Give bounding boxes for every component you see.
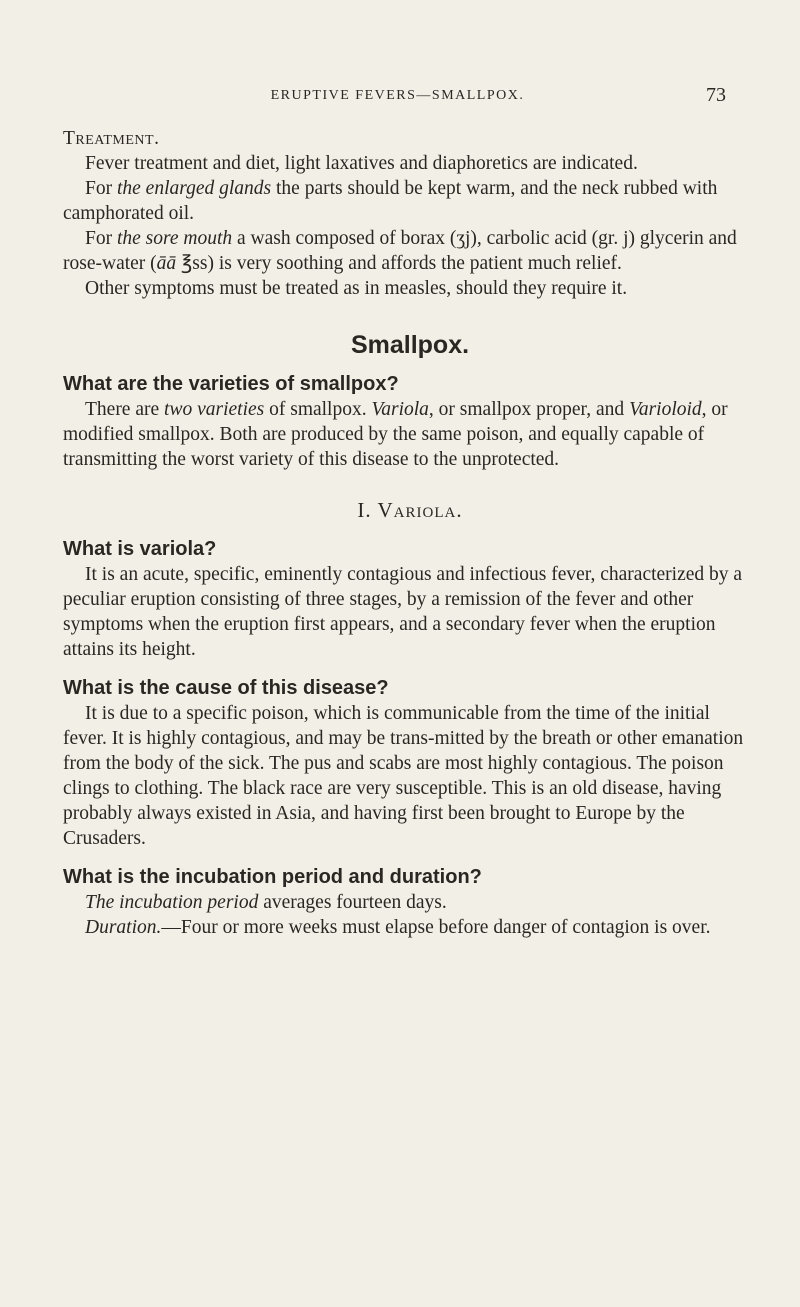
- question-heading: What is variola?: [63, 538, 217, 560]
- treatment-paragraph: Fever treatment and diet, light laxatives and diaphoretics are indicated.: [85, 153, 638, 174]
- page-number: 73: [706, 84, 726, 106]
- treatment-heading: Treatment.: [63, 128, 160, 149]
- question-heading: What is the incubation period and duration?: [63, 866, 482, 888]
- answer-paragraph: It is an acute, specific, eminently contagious and infectious fever, characterized by a peculiar eruption consisting of three stages, by a remission of the fever and other symptoms when the eruption first appears, and a secondary fever when the eruption attains its height.: [63, 564, 743, 660]
- answer-paragraph: Duration.—Four or more weeks must elapse before danger of contagion is over.: [85, 917, 711, 938]
- body-text: [63, 126, 757, 940]
- section-title: Smallpox.: [350, 331, 470, 359]
- question-heading: What are the varieties of smallpox?: [63, 373, 399, 395]
- treatment-paragraph: Other symptoms must be treated as in measles, should they require it.: [85, 278, 628, 299]
- subsection-heading: I. Variola.: [357, 498, 463, 522]
- answer-paragraph: The incubation period averages fourteen days.: [85, 892, 447, 913]
- answer-paragraph: It is due to a specific poison, which is communicable from the time of the initial fever. It is highly contagious, and may be trans-mitted by the breath or other emanation from the body of the sick. The pus and scabs are most highly contagious. The poison clings to clothing. The black race are very susceptible. This is an old disease, having probably always existed in Asia, and having first been brought to Europe by the Crusaders.: [63, 703, 744, 849]
- treatment-paragraph: For the sore mouth a wash composed of borax (ʒj), carbolic acid (gr. j) glycerin and rose-water (āā ℥ss) is very soothing and affords the patient much relief.: [63, 228, 737, 274]
- answer-paragraph: There are two varieties of smallpox. Variola, or smallpox proper, and Varioloid, or modified smallpox. Both are produced by the same poison, and equally capable of transmitting the worst variety of this disease to the unprotected.: [63, 399, 728, 470]
- treatment-paragraph: For the enlarged glands the parts should be kept warm, and the neck rubbed with camphorated oil.: [63, 178, 718, 224]
- question-heading: What is the cause of this disease?: [63, 677, 389, 699]
- running-head: ERUPTIVE FEVERS—SMALLPOX.: [270, 88, 525, 103]
